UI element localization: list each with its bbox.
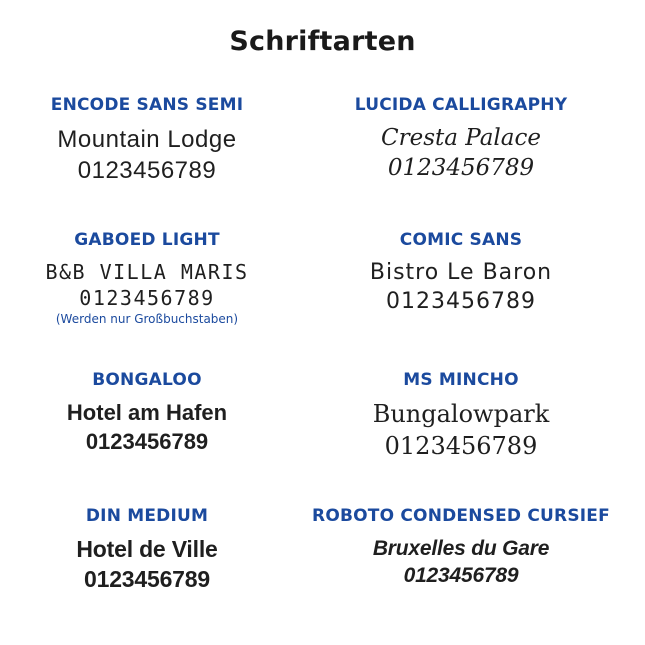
font-name: ENCODE SANS SEMI [50, 95, 244, 115]
font-sample-text: Bungalowpark [372, 400, 550, 429]
font-name: MS MINCHO [403, 370, 519, 391]
font-name: COMIC SANS [399, 230, 523, 251]
font-sample-text: Bistro Le Baron [369, 260, 553, 286]
font-digits: 0123456789 [386, 288, 536, 314]
font-name: LUCIDA CALLIGRAPHY [354, 95, 568, 115]
font-card-bongaloo [11, 370, 283, 456]
font-digits: 0123456789 [403, 564, 519, 588]
font-name: BONGALOO [92, 370, 202, 391]
page-title: Schriftarten [229, 26, 416, 57]
font-digits: 0123456789 [85, 428, 209, 454]
font-uppercase-note: (Werden nur Großbuchstaben) [55, 312, 239, 327]
font-sample-text: Bruxelles du Gare [372, 536, 550, 560]
font-digits: 0123456789 [79, 286, 215, 311]
font-name: GABOED LIGHT [74, 230, 220, 251]
font-grid [0, 95, 645, 595]
font-sample-text: B&B VILLA MARIS [45, 260, 249, 285]
font-name: DIN MEDIUM [85, 505, 209, 526]
font-sample-text: Mountain Lodge [57, 126, 237, 153]
font-sample-text: Hotel am Hafen [66, 400, 228, 426]
font-card-roboto-condensed-cursief [287, 506, 635, 590]
font-digits: 0123456789 [384, 431, 538, 460]
font-sample-text: Cresta Palace [381, 125, 541, 151]
font-card-lucida-calligraphy [287, 95, 635, 184]
font-card-comic-sans [287, 230, 635, 316]
font-digits: 0123456789 [84, 565, 210, 592]
font-card-din-medium [11, 506, 283, 595]
font-name: ROBOTO CONDENSED CURSIEF [312, 505, 610, 526]
font-digits: 0123456789 [77, 157, 217, 185]
font-card-ms-mincho [287, 370, 635, 461]
font-digits: 0123456789 [387, 154, 535, 181]
font-card-encode-sans-semi [11, 95, 283, 186]
font-card-gaboed-light [11, 230, 283, 326]
font-sample-text: Hotel de Ville [76, 535, 218, 562]
